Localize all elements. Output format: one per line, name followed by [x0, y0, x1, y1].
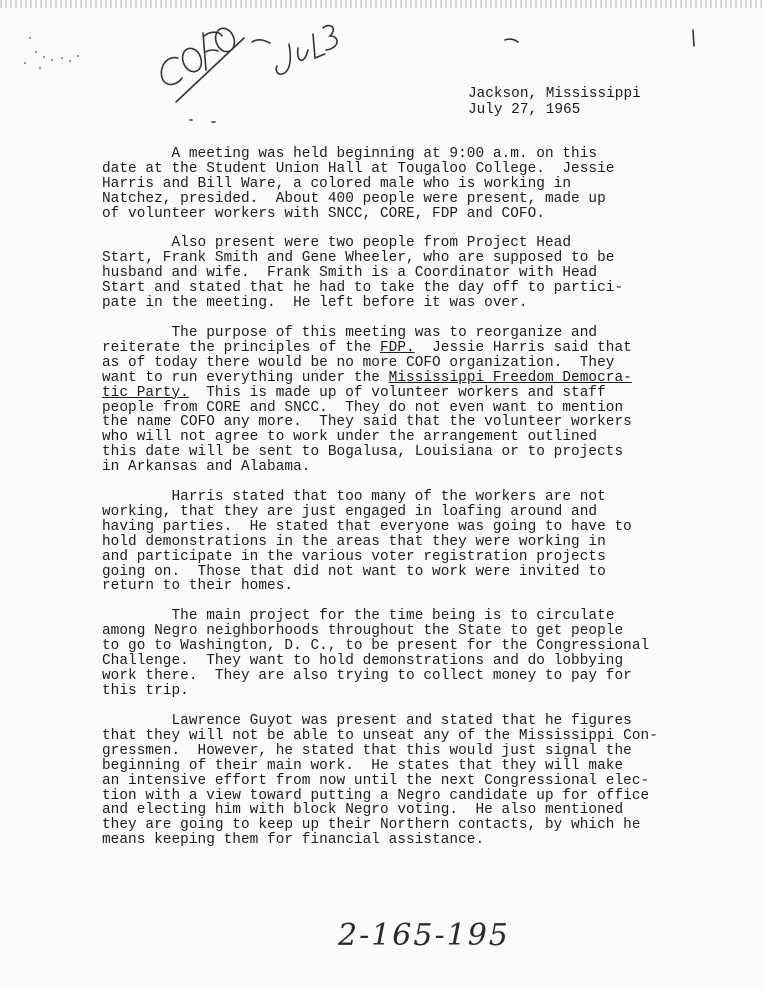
handwritten-annotation	[0, 0, 763, 140]
paragraph-harris: Harris stated that too many of the workers are not working, that they are just engaged in loafing around and having parties. He stated that everyone was going to have to hold demonstrations in the areas that they were working in and participate in the various voter registration projects going on. Those that did not want to work were invited to return to their homes.	[102, 489, 632, 595]
paragraph-purpose: The purpose of this meeting was to reorganize and reiterate the principles of the FDP. Jessie Harris said that as of today there would be no more COFO organization. They want to run everything under the Mississippi Freedom Democra- tic Party. This is made up of volunteer workers and staff people from CORE and SNCC. They do not even want to mention the name COFO any more. They said that the volunteer workers who will not agree to work under the arrangement outlined this date will be sent to Bogalusa, Louisiana or to projects in Arkansas and Alabama.	[102, 325, 632, 476]
underlined-fdp: FDP.	[379, 339, 415, 356]
underlined-party-cont: tic Party.	[102, 384, 189, 401]
paragraph-guyot: Lawrence Guyot was present and stated that he figures that they will not be able to unseat any of the Mississippi Con- gressmen. However, he stated that this would just signal the beginning of their main work. He states that they will make an intensive effort from now until the next Congressional elec- tion with a view toward putting a Negro candidate up for office and electing him with block Negro voting. He also mentioned they are going to keep up their Northern contacts, by which he means keeping them for financial assistance.	[102, 713, 658, 849]
paragraph-meeting: A meeting was held beginning at 9:00 a.m. on this date at the Student Union Hall at Tougaloo College. Jessie Harris and Bill Ware, a colored male who is working in Natchez, presided. About 400 people were present, made up of volunteer workers with SNCC, CORE, FDP and COFO.	[102, 146, 615, 222]
letter-header	[468, 86, 641, 118]
date: July 27, 1965	[468, 102, 581, 118]
paragraph-main-project: The main project for the time being is to circulate among Negro neighborhoods throughout the State to get people to go to Washington, D. C., to be present for the Congressional Challenge. They want to hold demonstrations and do lobbying work there. They are also trying to collect money to pay for this trip.	[102, 608, 650, 699]
underlined-party: Mississippi Freedom Democra-	[388, 369, 632, 386]
handwritten-file-number: 2-165-195	[338, 918, 510, 953]
location: Jackson, Mississippi	[468, 86, 641, 102]
paragraph-head-start: Also present were two people from Project Head Start, Frank Smith and Gene Wheeler, who are supposed to be husband and wife. Frank Smith is a Coordinator with Head Start and stated that he had to take the day off to partici- pate in the meeting. He left before it was over.	[102, 235, 624, 311]
